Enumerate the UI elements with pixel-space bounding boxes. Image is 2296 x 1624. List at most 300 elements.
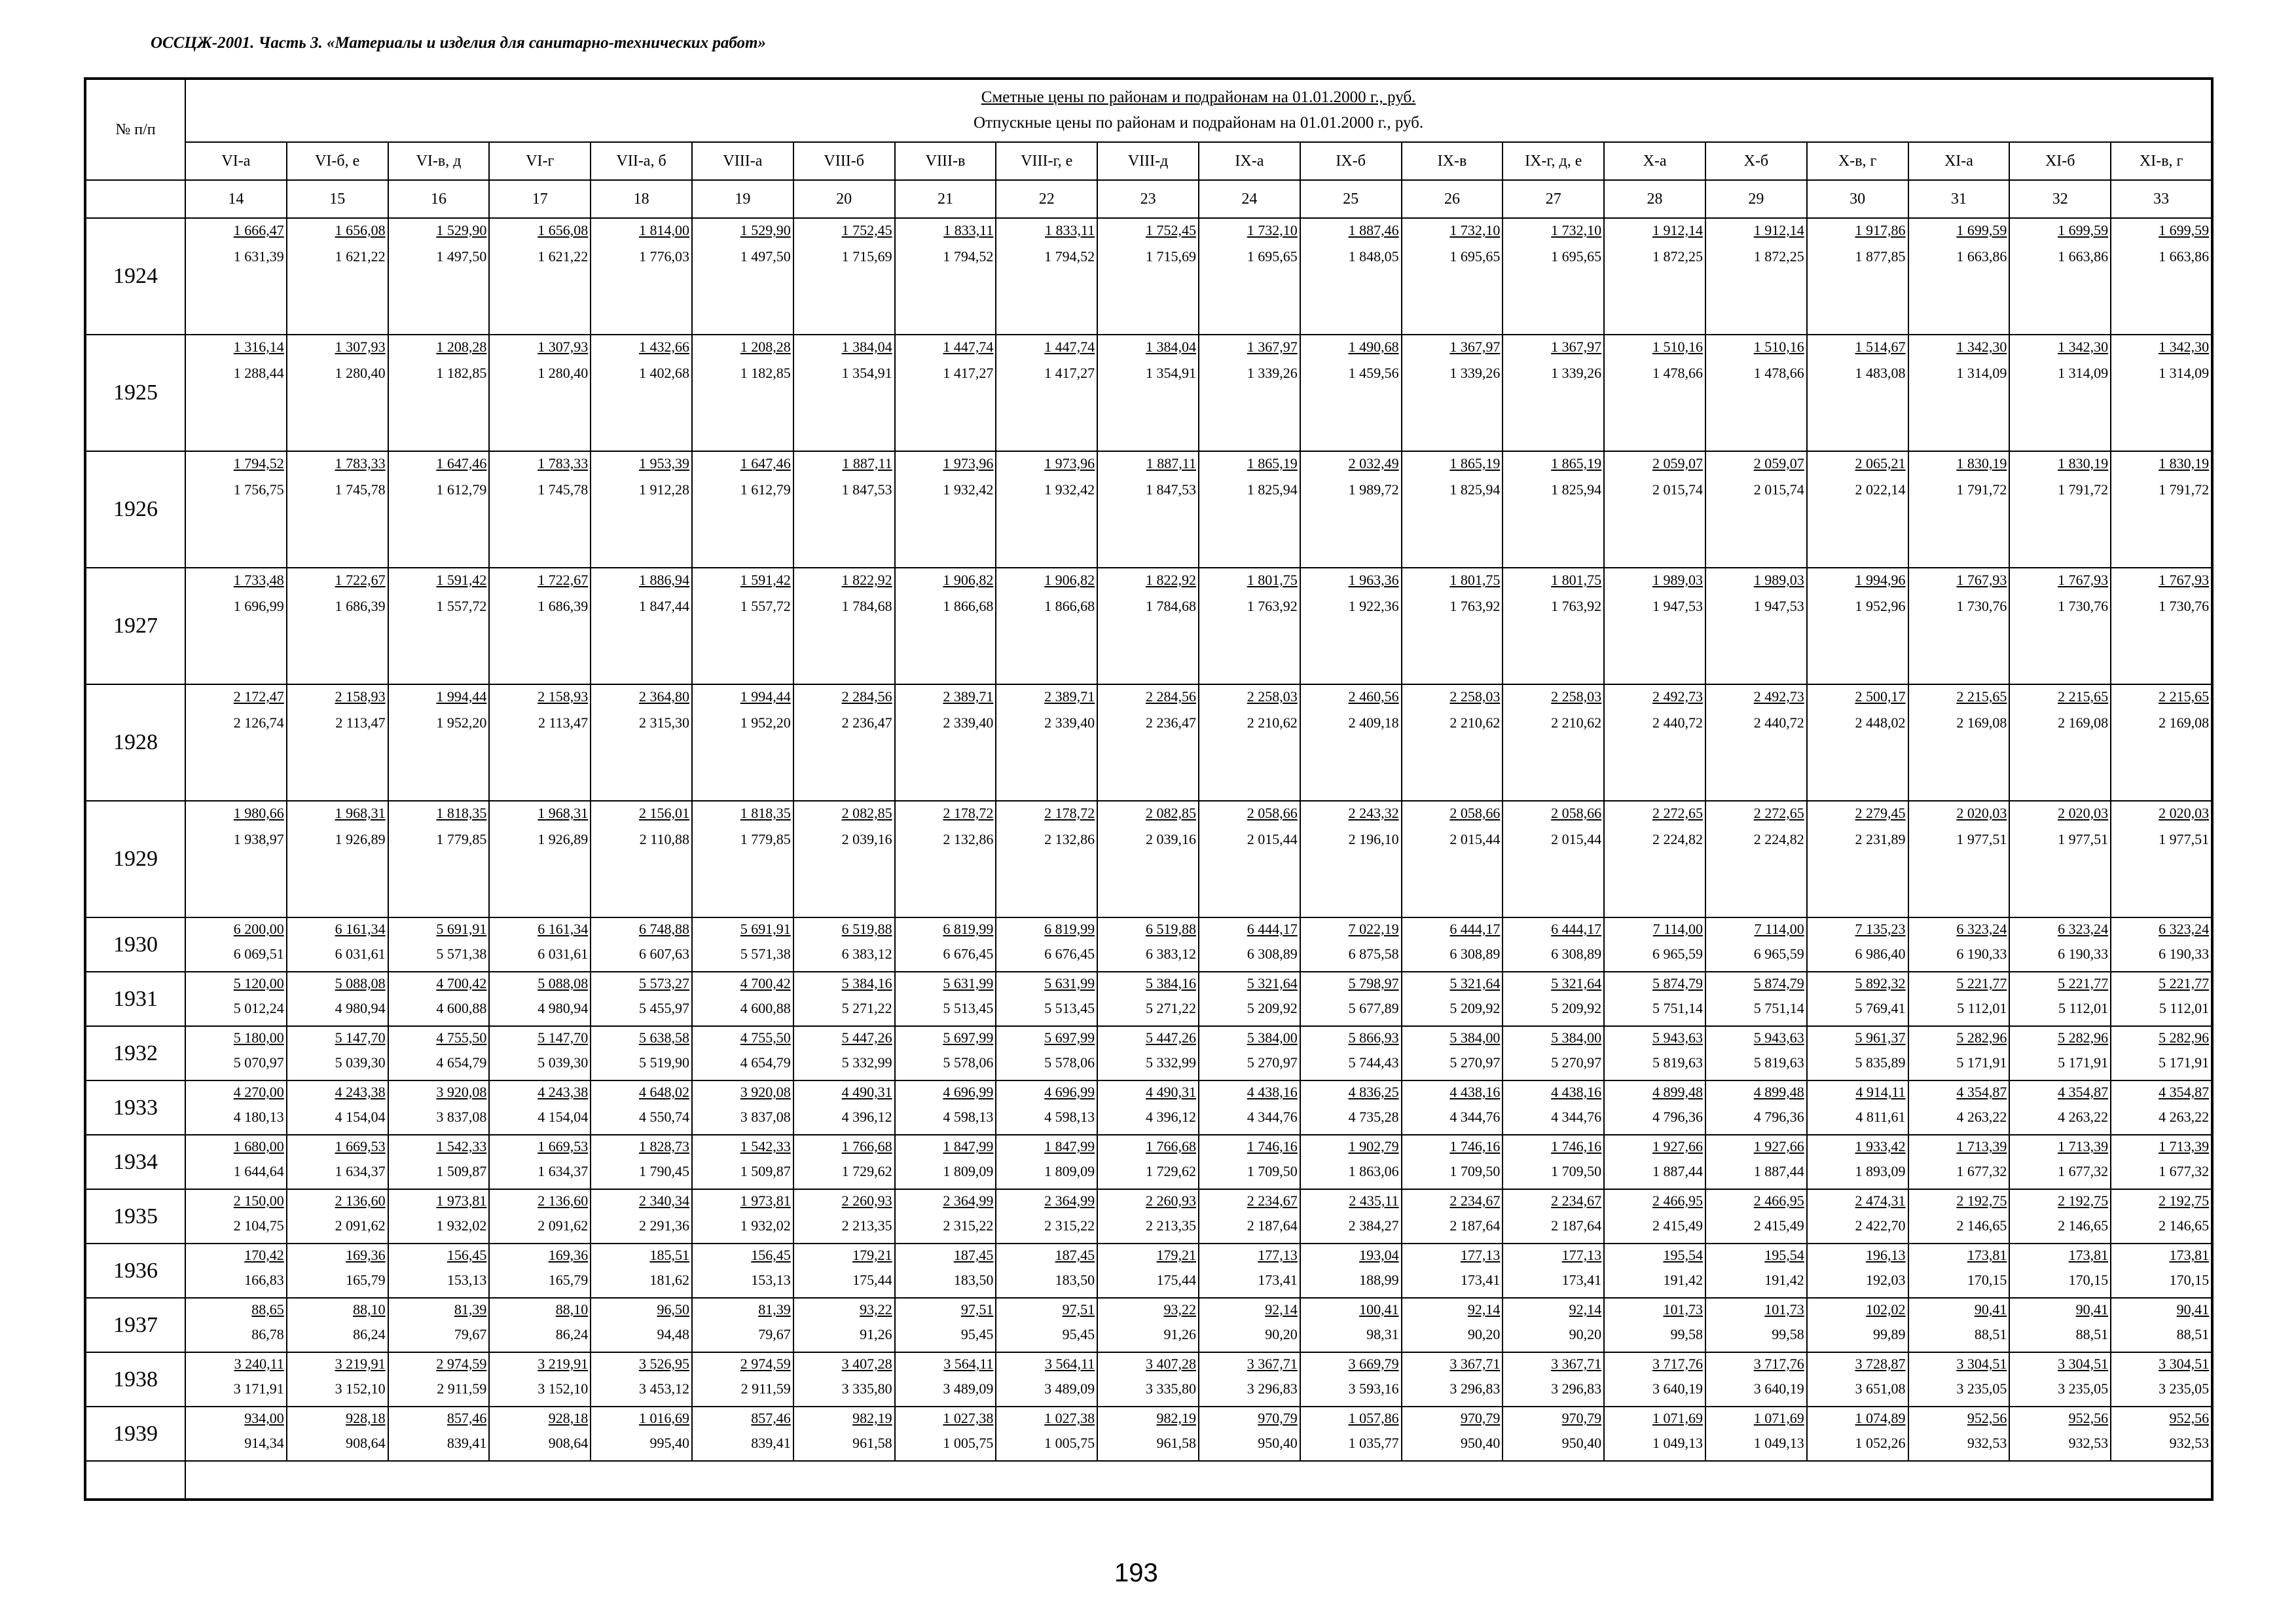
estimate-price: 196,13 <box>1866 1247 1906 1263</box>
price-cell <box>1908 972 2010 1026</box>
estimate-price: 6 444,17 <box>1247 921 1298 937</box>
estimate-price: 1 307,93 <box>538 339 589 355</box>
estimate-price: 1 902,79 <box>1348 1138 1399 1154</box>
price-cell <box>1807 684 1908 801</box>
estimate-price: 3 526,95 <box>638 1356 689 1372</box>
price-cell <box>1503 1298 1604 1352</box>
release-price: 5 271,22 <box>1145 1000 1196 1016</box>
price-cell <box>2009 972 2111 1026</box>
price-cell <box>1402 917 1503 972</box>
estimate-price: 5 321,64 <box>1551 975 1602 991</box>
estimate-price: 101,73 <box>1663 1301 1703 1318</box>
estimate-price: 177,13 <box>1258 1247 1298 1263</box>
price-cell <box>1807 972 1908 1026</box>
estimate-price: 1 927,66 <box>1652 1138 1703 1154</box>
price-cell <box>1705 1026 1807 1080</box>
estimate-price: 5 384,00 <box>1551 1029 1602 1046</box>
release-price: 1 005,75 <box>1044 1435 1095 1451</box>
price-cell <box>591 218 692 335</box>
estimate-price: 1 656,08 <box>335 222 386 238</box>
price-cell <box>1908 801 2010 917</box>
price-cell <box>1199 684 1300 801</box>
price-cell <box>1705 568 1807 684</box>
estimate-price: 6 819,99 <box>1044 921 1095 937</box>
price-cell <box>287 1298 388 1352</box>
release-price: 1 776,03 <box>638 248 689 265</box>
release-price: 6 069,51 <box>233 946 284 962</box>
price-cell <box>1705 801 1807 917</box>
price-cell <box>1908 218 2010 335</box>
release-price: 2 015,74 <box>1652 481 1703 498</box>
release-price: 6 383,12 <box>841 946 892 962</box>
release-price: 1 709,50 <box>1551 1163 1602 1179</box>
release-price: 1 314,09 <box>1956 365 2007 381</box>
price-cell <box>1097 1407 1199 1461</box>
release-price: 1 847,53 <box>841 481 892 498</box>
release-price: 88,51 <box>1974 1326 2007 1342</box>
estimate-price: 3 669,79 <box>1348 1356 1399 1372</box>
estimate-price: 5 874,79 <box>1753 975 1804 991</box>
price-cell <box>1503 1407 1604 1461</box>
estimate-price: 2 279,45 <box>1855 805 1906 821</box>
release-price: 1 634,37 <box>538 1163 589 1179</box>
estimate-price: 1 057,86 <box>1348 1410 1399 1426</box>
price-cell <box>1097 1135 1199 1189</box>
price-cell <box>287 972 388 1026</box>
price-cell <box>1402 1298 1503 1352</box>
release-price: 1 779,85 <box>740 831 791 847</box>
release-price: 4 396,12 <box>841 1109 892 1125</box>
estimate-price: 2 364,99 <box>1044 1192 1095 1209</box>
estimate-price: 3 304,51 <box>2058 1356 2109 1372</box>
estimate-price: 5 638,58 <box>638 1029 689 1046</box>
release-price: 95,45 <box>1062 1326 1095 1342</box>
price-cell <box>1402 218 1503 335</box>
release-price: 1 887,44 <box>1753 1163 1804 1179</box>
estimate-price: 5 321,64 <box>1247 975 1298 991</box>
estimate-price: 1 973,96 <box>943 455 994 471</box>
release-price: 170,15 <box>2169 1272 2210 1288</box>
estimate-price: 2 150,00 <box>233 1192 284 1209</box>
price-cell <box>1097 917 1199 972</box>
price-cell <box>2009 684 2111 801</box>
release-price: 5 769,41 <box>1855 1000 1906 1016</box>
release-price: 99,58 <box>1772 1326 1804 1342</box>
estimate-price: 1 342,30 <box>1956 339 2007 355</box>
estimate-price: 4 899,48 <box>1753 1084 1804 1100</box>
estimate-price: 4 354,87 <box>2058 1084 2109 1100</box>
estimate-price: 4 899,48 <box>1652 1084 1703 1100</box>
rownum-header: № п/п <box>85 79 185 180</box>
estimate-price: 5 282,96 <box>2058 1029 2109 1046</box>
table-row <box>85 218 2212 335</box>
price-cell <box>895 917 996 972</box>
estimate-price: 1 669,53 <box>335 1138 386 1154</box>
estimate-price: 5 282,96 <box>1956 1029 2007 1046</box>
estimate-price: 1 912,14 <box>1753 222 1804 238</box>
release-price: 2 440,72 <box>1753 714 1804 731</box>
estimate-price: 3 407,28 <box>841 1356 892 1372</box>
release-price: 1 621,22 <box>335 248 386 265</box>
estimate-price: 2 389,71 <box>1044 688 1095 705</box>
estimate-price: 1 830,19 <box>2058 455 2109 471</box>
release-price: 153,13 <box>751 1272 791 1288</box>
price-cell <box>1199 972 1300 1026</box>
estimate-price: 928,18 <box>346 1410 386 1426</box>
release-price: 1 663,86 <box>1956 248 2007 265</box>
price-cell <box>1807 218 1908 335</box>
price-cell <box>1807 917 1908 972</box>
release-price: 1 847,44 <box>638 598 689 614</box>
price-cell <box>996 568 1097 684</box>
estimate-price: 1 591,42 <box>436 572 487 588</box>
price-cell <box>1705 218 1807 335</box>
release-price: 91,26 <box>1163 1326 1196 1342</box>
estimate-price: 5 447,26 <box>841 1029 892 1046</box>
price-cell <box>895 335 996 451</box>
price-cell <box>1705 1189 1807 1244</box>
price-cell <box>996 335 1097 451</box>
estimate-price: 7 114,00 <box>1652 921 1703 937</box>
release-price: 6 607,63 <box>638 946 689 962</box>
estimate-price: 185,51 <box>649 1247 689 1263</box>
release-price: 4 600,88 <box>436 1000 487 1016</box>
price-cell <box>1503 1244 1604 1298</box>
row-number: 1926 <box>85 451 185 568</box>
price-cell <box>895 451 996 568</box>
estimate-price: 5 961,37 <box>1855 1029 1906 1046</box>
price-cell <box>2111 684 2212 801</box>
row-number: 1930 <box>85 917 185 972</box>
price-cell <box>2009 451 2111 568</box>
estimate-price: 1 510,16 <box>1753 339 1804 355</box>
price-cell <box>793 1352 895 1407</box>
price-cell <box>591 1080 692 1135</box>
price-cell <box>895 801 996 917</box>
estimate-price: 1 529,90 <box>436 222 487 238</box>
price-cell <box>489 917 591 972</box>
estimate-price: 1 027,38 <box>943 1410 994 1426</box>
estimate-price: 1 973,81 <box>436 1192 487 1209</box>
estimate-price: 1 822,92 <box>841 572 892 588</box>
price-cell <box>895 1352 996 1407</box>
price-cell <box>1199 568 1300 684</box>
price-cell <box>287 218 388 335</box>
price-cell <box>1402 972 1503 1026</box>
price-cell <box>185 1080 287 1135</box>
estimate-price: 173,81 <box>1967 1247 2007 1263</box>
release-price: 4 180,13 <box>233 1109 284 1125</box>
release-price: 1 989,72 <box>1348 481 1399 498</box>
release-price: 932,53 <box>1967 1435 2007 1451</box>
estimate-price: 195,54 <box>1764 1247 1804 1263</box>
release-price: 2 315,22 <box>943 1217 994 1234</box>
price-cell <box>1705 1407 1807 1461</box>
estimate-price: 1 833,11 <box>1044 222 1095 238</box>
release-price: 5 209,92 <box>1449 1000 1501 1016</box>
estimate-price: 4 700,42 <box>740 975 791 991</box>
table-row <box>85 1244 2212 1298</box>
price-cell <box>1300 1298 1402 1352</box>
release-price: 2 022,14 <box>1855 481 1906 498</box>
price-cell <box>185 1189 287 1244</box>
release-price: 5 039,30 <box>335 1054 386 1071</box>
release-price: 2 132,86 <box>943 831 994 847</box>
price-cell <box>1604 568 1705 684</box>
estimate-price: 6 444,17 <box>1449 921 1501 937</box>
row-number: 1932 <box>85 1026 185 1080</box>
row-number: 1934 <box>85 1135 185 1189</box>
estimate-price: 5 447,26 <box>1145 1029 1196 1046</box>
column-number: 29 <box>1705 180 1807 218</box>
price-cell <box>793 1298 895 1352</box>
estimate-price: 5 691,91 <box>436 921 487 937</box>
release-price: 2 169,08 <box>1956 714 2007 731</box>
release-price: 839,41 <box>751 1435 791 1451</box>
release-price: 1 314,09 <box>2159 365 2210 381</box>
release-price: 191,42 <box>1663 1272 1703 1288</box>
estimate-price: 2 258,03 <box>1551 688 1602 705</box>
estimate-price: 88,10 <box>555 1301 589 1318</box>
release-price: 1 952,96 <box>1855 598 1906 614</box>
column-number: 23 <box>1097 180 1199 218</box>
release-price: 98,31 <box>1366 1326 1399 1342</box>
release-price: 908,64 <box>346 1435 386 1451</box>
estimate-price: 1 342,30 <box>2159 339 2210 355</box>
release-price: 1 052,26 <box>1855 1435 1906 1451</box>
release-price: 91,26 <box>860 1326 892 1342</box>
price-cell <box>2009 568 2111 684</box>
release-price: 1 784,68 <box>841 598 892 614</box>
price-cell <box>1807 335 1908 451</box>
price-cell <box>489 218 591 335</box>
price-cell <box>692 218 793 335</box>
release-price: 1 049,13 <box>1753 1435 1804 1451</box>
price-cell <box>1807 1244 1908 1298</box>
price-cell <box>2111 972 2212 1026</box>
region-header: VIII-а <box>692 142 793 180</box>
price-cell <box>388 451 490 568</box>
price-cell <box>1199 1407 1300 1461</box>
price-cell <box>1503 568 1604 684</box>
estimate-price: 1 447,74 <box>943 339 994 355</box>
release-price: 99,58 <box>1670 1326 1703 1342</box>
release-price: 1 947,53 <box>1753 598 1804 614</box>
estimate-price: 2 192,75 <box>2058 1192 2109 1209</box>
price-cell <box>793 1244 895 1298</box>
estimate-price: 2 243,32 <box>1348 805 1399 821</box>
release-price: 2 236,47 <box>1145 714 1196 731</box>
estimate-price: 1 886,94 <box>638 572 689 588</box>
release-price: 1 872,25 <box>1652 248 1703 265</box>
estimate-price: 4 438,16 <box>1247 1084 1298 1100</box>
price-cell <box>2111 568 2212 684</box>
estimate-price: 2 172,47 <box>233 688 284 705</box>
estimate-price: 1 542,33 <box>436 1138 487 1154</box>
price-cell <box>996 1244 1097 1298</box>
estimate-price: 1 847,99 <box>1044 1138 1095 1154</box>
release-price: 950,40 <box>1561 1435 1602 1451</box>
estimate-price: 1 722,67 <box>335 572 386 588</box>
price-cell <box>1705 1080 1807 1135</box>
release-price: 1 677,32 <box>2058 1163 2109 1179</box>
region-header: VI-б, е <box>287 142 388 180</box>
region-header: IX-в <box>1402 142 1503 180</box>
price-cell <box>2111 1298 2212 1352</box>
release-price: 1 497,50 <box>436 248 487 265</box>
price-cell <box>692 568 793 684</box>
column-number-row <box>85 180 2212 218</box>
estimate-price: 1 647,46 <box>436 455 487 471</box>
estimate-price: 5 697,99 <box>943 1029 994 1046</box>
estimate-price: 179,21 <box>1156 1247 1196 1263</box>
release-price: 839,41 <box>446 1435 487 1451</box>
price-cell <box>1199 1189 1300 1244</box>
estimate-price: 1 980,66 <box>233 805 284 821</box>
release-price: 4 796,36 <box>1753 1109 1804 1125</box>
release-price: 1 926,89 <box>335 831 386 847</box>
price-cell <box>287 568 388 684</box>
release-price: 1 709,50 <box>1449 1163 1501 1179</box>
price-cell <box>895 1080 996 1135</box>
price-cell <box>1503 801 1604 917</box>
estimate-price: 1 384,04 <box>1145 339 1196 355</box>
price-cell <box>1199 1080 1300 1135</box>
table-row <box>85 801 2212 917</box>
price-cell <box>692 1135 793 1189</box>
price-cell <box>1300 1352 1402 1407</box>
estimate-price: 928,18 <box>548 1410 589 1426</box>
estimate-price: 3 728,87 <box>1855 1356 1906 1372</box>
price-cell <box>591 801 692 917</box>
estimate-price: 952,56 <box>2068 1410 2109 1426</box>
release-price: 1 621,22 <box>538 248 589 265</box>
estimate-price: 1 656,08 <box>538 222 589 238</box>
estimate-price: 4 914,11 <box>1855 1084 1906 1100</box>
price-cell <box>1300 1244 1402 1298</box>
price-cell <box>185 972 287 1026</box>
release-price: 1 288,44 <box>233 365 284 381</box>
estimate-price: 1 316,14 <box>233 339 284 355</box>
region-header: VIII-г, е <box>996 142 1097 180</box>
release-price: 5 270,97 <box>1449 1054 1501 1071</box>
price-cell <box>1402 801 1503 917</box>
estimate-price: 3 367,71 <box>1449 1356 1501 1372</box>
estimate-price: 1 917,86 <box>1855 222 1906 238</box>
estimate-price: 5 088,08 <box>538 975 589 991</box>
price-cell <box>591 1298 692 1352</box>
release-price: 2 039,16 <box>1145 831 1196 847</box>
price-cell <box>287 684 388 801</box>
price-cell <box>489 1080 591 1135</box>
price-cell <box>996 917 1097 972</box>
release-price: 1 952,20 <box>740 714 791 731</box>
estimate-price: 100,41 <box>1359 1301 1399 1318</box>
release-price: 1 848,05 <box>1348 248 1399 265</box>
estimate-price: 101,73 <box>1764 1301 1804 1318</box>
release-price: 1 872,25 <box>1753 248 1804 265</box>
price-cell <box>2111 335 2212 451</box>
estimate-price: 1 794,52 <box>233 455 284 471</box>
estimate-price: 81,39 <box>758 1301 791 1318</box>
release-price: 5 112,01 <box>2058 1000 2109 1016</box>
price-cell <box>489 1244 591 1298</box>
estimate-price: 5 631,99 <box>1044 975 1095 991</box>
price-cell <box>793 568 895 684</box>
release-price: 1 825,94 <box>1551 481 1602 498</box>
price-header <box>185 79 2212 142</box>
release-price: 3 489,09 <box>1044 1380 1095 1397</box>
estimate-price: 1 847,99 <box>943 1138 994 1154</box>
release-price: 5 677,89 <box>1348 1000 1399 1016</box>
price-cell <box>591 1352 692 1407</box>
estimate-price: 2 234,67 <box>1551 1192 1602 1209</box>
release-price: 2 146,65 <box>1956 1217 2007 1234</box>
release-price: 3 235,05 <box>2159 1380 2210 1397</box>
price-cell <box>388 972 490 1026</box>
release-price: 1 926,89 <box>538 831 589 847</box>
release-price: 2 236,47 <box>841 714 892 731</box>
price-cell <box>793 218 895 335</box>
release-price: 166,83 <box>244 1272 284 1288</box>
release-price: 1 049,13 <box>1652 1435 1703 1451</box>
price-cell <box>2111 801 2212 917</box>
estimate-price: 1 828,73 <box>638 1138 689 1154</box>
estimate-price: 5 384,00 <box>1247 1029 1298 1046</box>
column-number: 26 <box>1402 180 1503 218</box>
estimate-price: 6 161,34 <box>335 921 386 937</box>
price-cell <box>1604 1026 1705 1080</box>
release-price: 1 847,53 <box>1145 481 1196 498</box>
price-cell <box>1097 684 1199 801</box>
release-price: 1 695,65 <box>1449 248 1501 265</box>
release-price: 5 271,22 <box>841 1000 892 1016</box>
estimate-price: 5 943,63 <box>1652 1029 1703 1046</box>
release-price: 95,45 <box>960 1326 994 1342</box>
release-price: 1 730,76 <box>2058 598 2109 614</box>
price-cell <box>287 917 388 972</box>
column-number: 15 <box>287 180 388 218</box>
release-price: 2 091,62 <box>335 1217 386 1234</box>
estimate-price: 1 994,44 <box>436 688 487 705</box>
release-price: 175,44 <box>852 1272 892 1288</box>
price-cell <box>895 1244 996 1298</box>
estimate-price: 2 032,49 <box>1348 455 1399 471</box>
price-cell <box>1199 335 1300 451</box>
price-cell <box>489 451 591 568</box>
release-price: 2 113,47 <box>335 714 386 731</box>
estimate-price: 102,02 <box>1866 1301 1906 1318</box>
price-cell <box>185 218 287 335</box>
release-price: 4 811,61 <box>1855 1109 1906 1125</box>
estimate-price: 1 767,93 <box>2159 572 2210 588</box>
estimate-price: 2 466,95 <box>1753 1192 1804 1209</box>
estimate-price: 170,42 <box>244 1247 284 1263</box>
estimate-price: 4 700,42 <box>436 975 487 991</box>
estimate-price: 177,13 <box>1561 1247 1602 1263</box>
price-cell <box>1807 1189 1908 1244</box>
table-row <box>85 1352 2212 1407</box>
estimate-price: 1 074,89 <box>1855 1410 1906 1426</box>
price-cell <box>793 1135 895 1189</box>
release-price: 5 270,97 <box>1551 1054 1602 1071</box>
price-cell <box>2111 1407 2212 1461</box>
estimate-price: 1 071,69 <box>1652 1410 1703 1426</box>
release-price: 165,79 <box>346 1272 386 1288</box>
price-cell <box>2009 1026 2111 1080</box>
release-price: 1 182,85 <box>436 365 487 381</box>
release-price: 1 745,78 <box>335 481 386 498</box>
